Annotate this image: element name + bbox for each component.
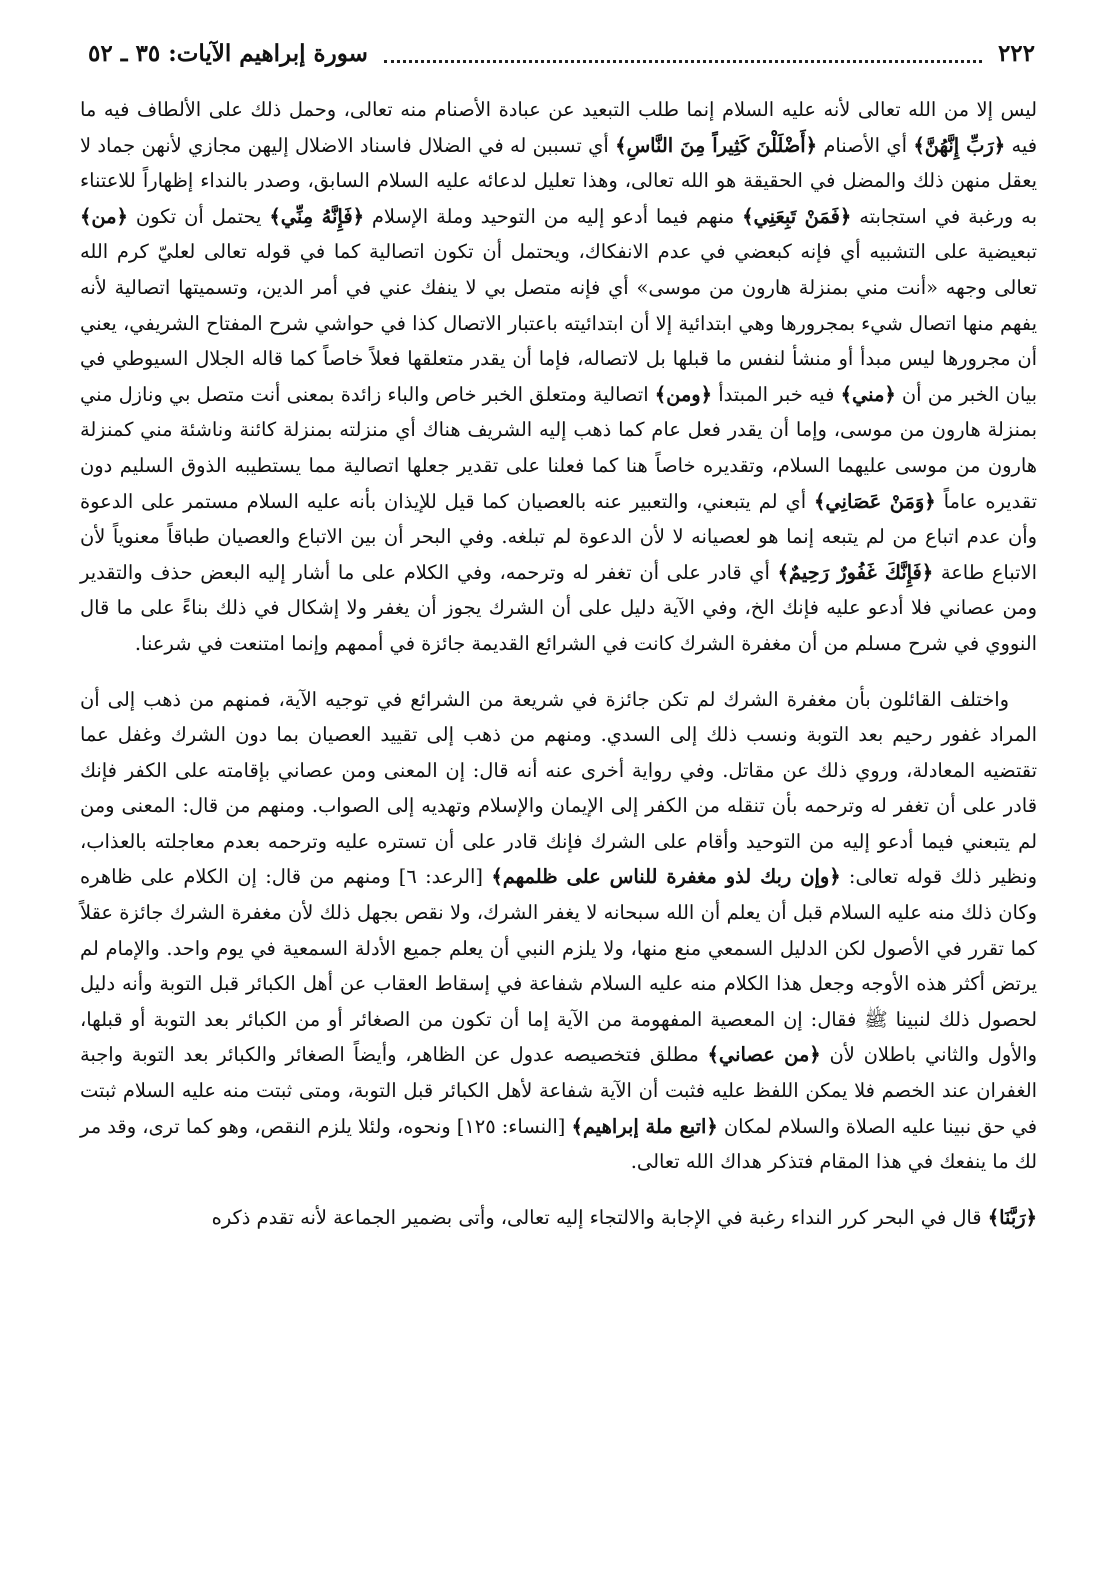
- paragraph-3: [80, 1200, 1037, 1236]
- quran-quote: ﴿فَمَنْ تَبِعَنِي﴾: [742, 204, 852, 228]
- quran-quote: ﴿وَمَنْ عَصَانِي﴾: [814, 489, 936, 513]
- quran-quote: ﴿وإن ربك لذو مغفرة للناس على ظلمهم﴾: [491, 865, 841, 889]
- page-number: ٢٢٢: [997, 39, 1035, 67]
- page-body: [80, 92, 1037, 1235]
- text-run: اتصالية ومتعلق الخبر خاص والباء زائدة بمعنى أنت متصل بي ونازل مني بمنزلة هارون من موسى، وإما أن يقدر فعل عام كما ذهب إليه الشريف هناك أي منزلته بمنزلة كائنة وناشئة مني كمنزلة هارون من موسى عليهما السلام، وتقديره خاصاً هنا كما فعلنا على تقدير جعلها اتصالية مما يستطيبه الذوق السليم دون تقديره عاماً: [80, 382, 1037, 513]
- quran-quote: ﴿ومن﴾: [654, 382, 713, 406]
- quran-quote: ﴿أَضْلَلْنَ كَثِيراً مِنَ النَّاسِ﴾: [615, 133, 818, 157]
- text-run: واختلف القائلون بأن مغفرة الشرك لم تكن جائزة في شريعة من الشرائع في توجيه الآية، فمنهم من ذهب إلى أن المراد غفور رحيم بعد التوبة ونسب ذلك إلى السدي. ومنهم من ذهب إلى تقييد العصيان بما دون الشرك وغفل عما تقتضيه المعادلة، وروي ذلك عن مقاتل. وفي رواية أخرى عنه أنه قال: إن المعنى ومن عصاني بإقامته على الكفر فإنك قادر على أن تغفر له وترحمه بأن تنقله من الكفر إلى الإيمان والإسلام وتهديه إلى الصواب. ومنهم من قال: المعنى ومن لم يتبعني فيما أدعو إليه من التوحيد وأقام على الشرك فإنك قادر على أن تستره عليه وترحمه بعدم معاجلته بالعذاب، ونظير ذلك قوله تعالى:: [80, 687, 1037, 889]
- text-run: أي تسببن له في الضلال فاسناد الاضلال إليهن مجازي لأنهن جماد لا يعقل منهن ذلك والمضل في الحقيقة هو الله تعالى، وهذا تعليل لدعائه عليه السلام السابق، وصدر بالنداء إظهاراً للاعتناء به ورغبة في استجابته: [80, 133, 1037, 228]
- text-run: أي لم يتبعني، والتعبير عنه بالعصيان كما قيل للإيذان بأنه عليه السلام مستمر على الدعوة وأن عدم اتباع من لم يتبعه إنما هو لعصيانه لا لأن الدعوة لم تبلغه. وفي البحر أن بين الاتباع والعصيان طباقاً معنوياً لأن الاتباع طاعة: [80, 489, 1037, 584]
- text-run: مطلق فتخصيصه عدول عن الظاهر، وأيضاً الصغائر والكبائر بعد التوبة واجبة الغفران عند الخصم فلا يمكن اللفظ عليه فثبت أن الآية شفاعة لأهل الكبائر قبل التوبة، ومتى ثبتت منه عليه السلام ثبتت في حق نبينا عليه الصلاة والسلام لمكان: [80, 1043, 1037, 1138]
- text-run: أي قادر على أن تغفر له وترحمه، وفي الكلام على ما أشار إليه البعض حذف والتقدير ومن عصاني فلا أدعو عليه فإنك الخ، وفي الآية دليل على أن الشرك يجوز أن يغفر ولا إشكال في ذلك بناءً على ما قال النووي في شرح مسلم من أن مغفرة الشرك كانت في الشرائع القديمة جائزة في أممهم وإنما امتنعت في شرعنا.: [80, 560, 1037, 655]
- paragraph-1: [80, 92, 1037, 662]
- text-run: يحتمل أن تكون: [127, 204, 270, 228]
- text-run: [الرعد: ٦] ومنهم من قال: إن الكلام على ظاهره وكان ذلك منه عليه السلام قبل أن يعلم أن الله سبحانه لا يغفر الشرك، ولا نقص بجهل ذلك لأن مغفرة الشرك جائزة عقلاً كما تقرر في الأصول لكن الدليل السمعي منع منها، ولا يلزم النبي أن يعلم جميع الأدلة السمعية في يوم واحد. والإمام لم يرتض أكثر هذه الأوجه وجعل هذا الكلام منه عليه السلام شفاعة في إسقاط العقاب عن أهل الكبائر قبل التوبة وأنه دليل لحصول ذلك لنبينا ﷺ فقال: إن المعصية المفهومة من الآية إما أن تكون من الصغائر أو من الكبائر بعد التوبة أو قبلها، والأول والثاني باطلان لأن: [80, 865, 1037, 1067]
- text-run: منهم فيما أدعو إليه من التوحيد وملة الإسلام: [363, 204, 743, 228]
- paragraph-2: [80, 682, 1037, 1180]
- quran-quote: ﴿من عصاني﴾: [707, 1043, 821, 1067]
- header-dotted-leader: [384, 60, 982, 63]
- page-header: [88, 36, 1035, 70]
- quran-quote: ﴿رَبِّ إِنَّهُنَّ﴾: [913, 133, 1006, 157]
- text-run: قال في البحر كرر النداء رغبة في الإجابة والالتجاء إليه تعالى، وأتى بضمير الجماعة لأنه تقدم ذكره: [211, 1205, 988, 1229]
- sura-title: سورة إبراهيم الآيات: ٣٥ ـ ٥٢: [88, 39, 368, 67]
- quran-quote: ﴿من﴾: [80, 204, 128, 228]
- text-run: فيه خبر المبتدأ: [712, 382, 841, 406]
- text-run: ليس إلا من الله تعالى لأنه عليه السلام إنما طلب التبعيد عن عبادة الأصنام منه تعالى، وحمل ذلك على الألطاف فيه ما فيه: [80, 98, 1038, 157]
- quran-quote: ﴿مني﴾: [840, 382, 896, 406]
- text-run: أي الأصنام: [817, 133, 914, 157]
- text-run: تبعيضية على التشبيه أي فإنه كبعضي في عدم الانفكاك، ويحتمل أن تكون اتصالية كما في قوله تعالى لعليّ كرم الله تعالى وجهه «أنت مني بمنزلة هارون من موسى» أي فإنه متصل بي لا ينفك عني في أمر الدين، وتسميتها اتصالية لأنه يفهم منها اتصال شيء بمجرورها وهي ابتدائية إلا أن ابتدائيته باعتبار الاتصال كذا في حواشي شرح المفتاح الشريفي، يعني أن مجرورها ليس مبدأ أو منشأ لنفس ما قبلها بل لاتصاله، فإما أن يقدر متعلقها فعلاً خاصاً كما قاله الجلال السيوطي في بيان الخبر من أن: [80, 240, 1038, 406]
- quran-quote: ﴿فَإِنَّكَ غَفُورٌ رَحِيمٌ﴾: [777, 560, 934, 584]
- quran-quote: ﴿اتبع ملة إبراهيم﴾: [571, 1114, 718, 1138]
- quran-quote: ﴿فَإِنَّهُ مِنِّي﴾: [269, 204, 364, 228]
- text-run: [النساء: ١٢٥] ونحوه، ولئلا يلزم النقص، وهو كما ترى، وقد مر لك ما ينفعك في هذا المقام فتذكر هداك الله تعالى.: [80, 1114, 1037, 1174]
- quran-quote: ﴿رَبَّنَا﴾: [987, 1205, 1037, 1229]
